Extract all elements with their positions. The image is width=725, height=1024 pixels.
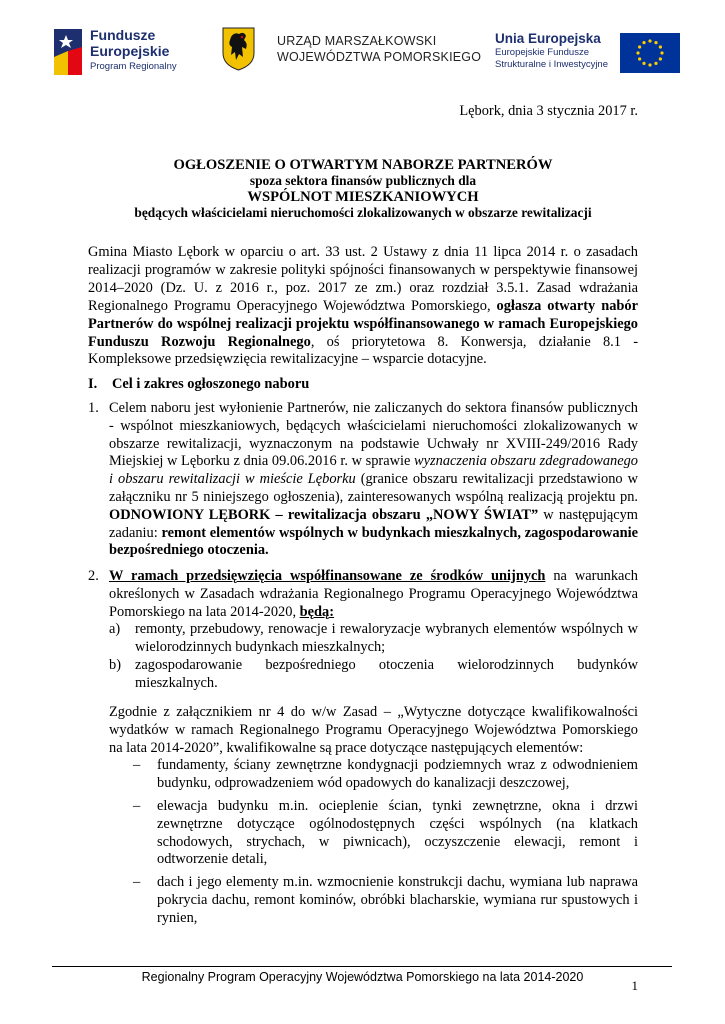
sub-text: zagospodarowanie bezpośredniego otoczenia wielorodzinnych budynków mieszkalnych.	[135, 656, 638, 691]
sub-letter: b)	[109, 656, 121, 673]
list-item-1	[88, 400, 638, 560]
intro-paragraph	[88, 244, 638, 369]
heading-line1: OGŁOSZENIE O OTWARTYM NABORZE PARTNERÓW	[173, 157, 553, 173]
intro-text: Gmina Miasto Lębork w oparciu o art. 33 ust. 2 Ustawy z dnia 11 lipca 2014 r. o zasadach realizacji programów w zakresie polityki spójności finansowanych w perspektywie finansowej 2014–2020 (Dz. U. z 2016 r., poz. 2017 ze zm.) oraz rozdział 3.5.1. Zasad wdrażania Regionalnego Programu Operacyjnego Województwa Pomorskiego,	[88, 244, 638, 314]
fe-line3: Program Regionalny	[90, 61, 177, 72]
list-number: 2.	[88, 568, 99, 584]
section-title: Cel i zakres ogłoszonego naboru	[112, 376, 310, 392]
eligibility-section	[109, 704, 638, 933]
eu-star-icon	[638, 57, 641, 60]
text-italic: wyznaczenia obszaru zdegradowanego i obszaru rewitalizacji w mieście Lęborku	[109, 453, 638, 488]
text-bold-underline: W ramach przedsięwzięcia współfinansowane ze środków unijnych	[109, 568, 546, 584]
ue-line3: Strukturalne i Inwestycyjne	[495, 59, 608, 70]
eu-star-icon	[654, 41, 657, 44]
heading-line3: WSPÓLNOT MIESZKANIOWYCH	[247, 189, 479, 205]
bullet-item	[133, 797, 638, 869]
section-heading	[88, 376, 309, 393]
fundusze-europejskie-icon	[52, 27, 84, 77]
fe-line2: Europejskie	[90, 43, 170, 59]
urzad-marszalkowski-logo	[222, 27, 481, 71]
dash-bullet: –	[133, 757, 141, 774]
list-number: 1.	[88, 400, 99, 416]
section-number: I.	[88, 376, 98, 392]
dash-bullet: –	[133, 874, 141, 891]
announcement-heading	[88, 157, 638, 221]
footer-divider	[52, 966, 672, 967]
text-run: w następującym zadaniu:	[109, 506, 638, 541]
eu-star-icon	[642, 62, 645, 65]
fundusze-europejskie-logo	[52, 27, 177, 77]
um-line2: WOJEWÓDZTWA POMORSKIEGO	[277, 50, 482, 64]
bullet-text: dach i jego elementy m.in. wzmocnienie konstrukcji dachu, wymiana lub naprawa pokrycia dachu, remont kominów, obróbki blacharskie, wymiana rur spustowych i rynien,	[157, 874, 638, 926]
intro-bold: ogłasza otwarty nabór Partnerów do wspólnej realizacji projektu współfinansowanego w ramach Europejskiego Funduszu Rozwoju Regionalnego	[88, 297, 638, 350]
document-date: Lębork, dnia 3 stycznia 2017 r.	[459, 103, 638, 119]
list-item-text	[109, 400, 638, 560]
page-number: 1	[631, 978, 638, 993]
heading-line2: spoza sektora finansów publicznych dla	[249, 173, 477, 188]
eu-star-icon	[648, 63, 651, 66]
list-item-text	[109, 568, 638, 621]
bullet-item	[133, 874, 638, 927]
eu-star-icon	[638, 45, 641, 48]
heading-line4: będących właścicielami nieruchomości zlokalizowanych w obszarze rewitalizacji	[134, 205, 592, 220]
text-bold: ODNOWIONY LĘBORK – rewitalizacja obszaru „NOWY ŚWIAT”	[109, 506, 539, 523]
eu-star-icon	[659, 57, 662, 60]
list-item-2	[88, 568, 638, 693]
text-run: Celem naboru jest wyłonienie Partnerów, nie zaliczanych do sektora finansów publicznych - wspólnot mieszkaniowych, będących właścicielami nieruchomości zlokalizowanych w obszarze rewitalizacji, wyznaczonym na podstawie Uchwały nr XVIII-249/2016 Rady Miejskiej w Lęborku z dnia 09.06.2016 r. w sprawie	[109, 400, 638, 470]
sub-item-a	[109, 621, 638, 657]
footer-text: Regionalny Program Operacyjny Województwa Pomorskiego na lata 2014-2020	[141, 970, 584, 984]
logo-bar	[0, 25, 725, 83]
intro-text-end: , oś priorytetowa 8. Konwersja, działanie 8.1 - Kompleksowe przedsięwzięcia rewitalizacyjne – wsparcie dotacyjne.	[88, 333, 638, 368]
eu-star-icon	[660, 51, 663, 54]
eligibility-paragraph: Zgodnie z załącznikiem nr 4 do w/w Zasad – „Wytyczne dotyczące kwalifikowalności wydatków w ramach Regionalnego Programu Operacyjnego Województwa Pomorskiego na lata 2014-2020”, kwalifikowalne są prace dotyczące następujących elementów:	[109, 704, 638, 756]
bullet-item	[133, 757, 638, 793]
fe-line1: Fundusze	[90, 27, 156, 43]
eu-star-icon	[654, 62, 657, 65]
eu-star-icon	[642, 41, 645, 44]
sub-letter: a)	[109, 621, 121, 638]
eu-star-icon	[636, 51, 639, 54]
eu-star-icon	[659, 45, 662, 48]
eu-star-icon	[648, 39, 651, 42]
griffin-crest-icon	[222, 27, 255, 71]
bullet-text: fundamenty, ściany zewnętrzne kondygnacji podziemnych wraz z odwodnieniem budynku, odprowadzeniem wód opadowych do kanalizacji deszczowej,	[157, 757, 638, 792]
um-line1: URZĄD MARSZAŁKOWSKI	[277, 34, 437, 48]
text-run: (granice obszaru rewitalizacji przedstawiono w załączniku nr 5 niniejszego ogłoszenia), zainteresowanych wspólną realizacją projektu pn.	[109, 471, 638, 505]
text-bold: remont elementów wspólnych w budynkach mieszkalnych, zagospodarowanie bezpośredniego otoczenia.	[109, 524, 639, 559]
ue-line2: Europejskie Fundusze	[495, 47, 589, 58]
sub-item-b	[109, 657, 638, 693]
dash-bullet: –	[133, 797, 141, 814]
sub-text: remonty, przebudowy, renowacje i rewaloryzacje wybranych elementów wspólnych w wielorodzinnych budynkach mieszkalnych;	[135, 621, 638, 656]
eu-flag-icon	[620, 33, 680, 73]
text-run: na warunkach określonych w Zasadach wdrażania Regionalnego Programu Operacyjnego Województwa Pomorskiego na lata 2014-2020,	[109, 568, 638, 620]
unia-europejska-logo	[495, 31, 680, 73]
ue-line1: Unia Europejska	[495, 31, 601, 46]
bullet-text: elewacja budynku m.in. ocieplenie ścian, tynki zewnętrzne, okna i drzwi zewnętrzne dotyczące ogólnodostępnych części wspólnych (na klatkach schodowych, strychach, w piwnicach), oczyszczenie elewacji, remont i odtworzenie detali,	[157, 797, 638, 868]
text-bold-underline: będą:	[299, 603, 335, 620]
